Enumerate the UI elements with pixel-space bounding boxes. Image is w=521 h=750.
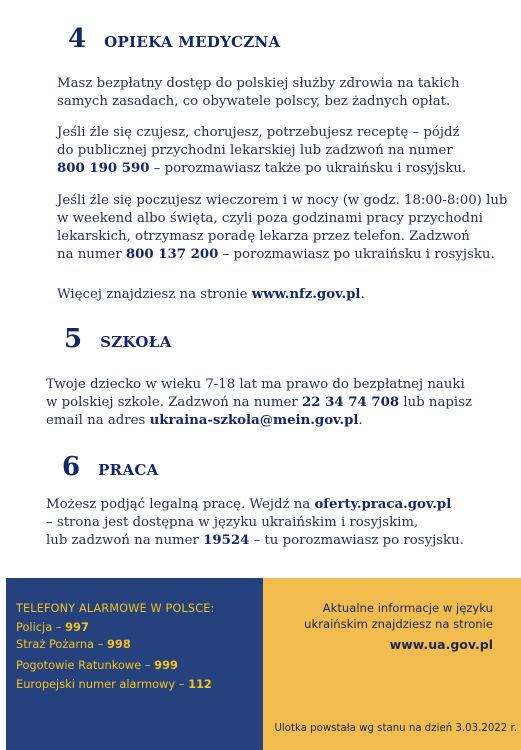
text-span: – porozmawiasz po ukraińsku i rosyjsku. — [218, 247, 495, 262]
text-line: Jeśli źle się poczujesz wieczorem i w nocy (w godz. 18:00-8:00) lub — [57, 193, 508, 208]
emergency-title: TELEFONY ALARMOWE W POLSCE: — [16, 602, 215, 615]
text-line: Masz bezpłatny dostęp do polskiej służby zdrowia na takich — [57, 76, 460, 91]
text-line — [46, 532, 464, 550]
emergency-item — [16, 677, 212, 691]
section-title: SZKOŁA — [100, 333, 172, 351]
text-line: ukraińskim znajdziesz na stronie — [304, 617, 493, 631]
emergency-item — [16, 637, 131, 651]
text-line: w weekend albo święta, czyli poza godzinami pracy przychodni — [57, 211, 483, 226]
section-number: 6 — [62, 452, 81, 482]
section-number: 4 — [68, 24, 87, 54]
text-span: – tu porozmawiasz po rosyjsku. — [249, 533, 464, 548]
section-heading-work — [62, 452, 159, 482]
text-span: Więcej znajdziesz na stronie — [57, 287, 252, 302]
school-paragraph — [46, 376, 472, 430]
info-text — [263, 600, 493, 632]
emergency-number: 112 — [188, 677, 212, 691]
text-line: Jeśli źle się czujesz, chorujesz, potrzebujesz receptę – pójdź — [57, 125, 460, 140]
text-line: – strona jest dostępna w języku ukraińskim i rosyjskim, — [46, 515, 419, 530]
section-heading-school — [64, 324, 172, 354]
text-line: Twoje dziecko w wieku 7-18 lat ma prawo do bezpłatnej nauki — [46, 377, 465, 392]
text-span: . — [360, 287, 365, 302]
work-paragraph — [46, 496, 464, 550]
medical-paragraph-1 — [57, 75, 459, 111]
text-span: lub napisz — [399, 395, 472, 410]
praca-link[interactable]: oferty.praca.gov.pl — [314, 497, 452, 512]
text-line — [46, 412, 472, 430]
phone-number: 800 137 200 — [125, 247, 219, 262]
emergency-number: 998 — [106, 637, 131, 651]
section-title: PRACA — [98, 461, 159, 479]
info-panel — [263, 578, 521, 750]
text-line — [57, 246, 507, 264]
medical-paragraph-3 — [57, 192, 507, 264]
text-line — [46, 496, 464, 514]
phone-number: 800 190 590 — [57, 161, 150, 176]
section-number: 5 — [64, 324, 83, 354]
text-line: samych zasadach, co obywatele polscy, bez żadnych opłat. — [57, 94, 451, 109]
email-link[interactable]: ukraina-szkola@mein.gov.pl — [149, 413, 359, 428]
emergency-item — [16, 658, 178, 672]
text-line: lekarskich, otrzymasz poradę lekarza przez telefon. Zadzwoń — [57, 229, 470, 244]
section-heading-medical — [68, 24, 280, 54]
item-label: Straż Pożarna – — [16, 637, 107, 651]
text-span: – porozmawiasz także po ukraińsku i rosyjsku. — [149, 161, 467, 176]
text-line — [57, 160, 466, 178]
emergency-panel-footer — [6, 704, 263, 750]
emergency-item — [16, 620, 89, 634]
text-span: lub zadzwoń na numer — [46, 533, 204, 548]
item-label: Europejski numer alarmowy – — [16, 677, 189, 691]
nfz-link[interactable]: www.nfz.gov.pl — [251, 287, 361, 302]
phone-number: 19524 — [203, 533, 250, 548]
ua-gov-link[interactable]: www.ua.gov.pl — [389, 637, 493, 652]
text-span: na numer — [57, 247, 126, 262]
text-span: Możesz podjąć legalną pracę. Wejdź na — [46, 497, 315, 512]
item-label: Pogotowie Ratunkowe – — [16, 658, 155, 672]
text-span: email na adres — [46, 413, 150, 428]
medical-paragraph-4 — [57, 286, 365, 304]
text-span: . — [358, 413, 363, 428]
emergency-panel — [6, 578, 263, 704]
phone-number: 22 34 74 708 — [301, 395, 400, 410]
item-label: Policja – — [16, 620, 66, 634]
medical-paragraph-2 — [57, 124, 466, 178]
emergency-number: 997 — [65, 620, 89, 634]
text-line: do publicznej przychodni lekarskiej lub zadzwoń na numer — [57, 143, 453, 158]
leaflet-date-note: Ulotka powstała wg stanu na dzień 3.03.2022 r. — [274, 723, 517, 734]
text-line: Aktualne informacje w języku — [322, 601, 493, 615]
text-line — [46, 394, 472, 412]
text-span: w polskiej szkole. Zadzwoń na numer — [46, 395, 302, 410]
section-title: OPIEKA MEDYCZNA — [104, 33, 281, 51]
emergency-number: 999 — [154, 658, 178, 672]
